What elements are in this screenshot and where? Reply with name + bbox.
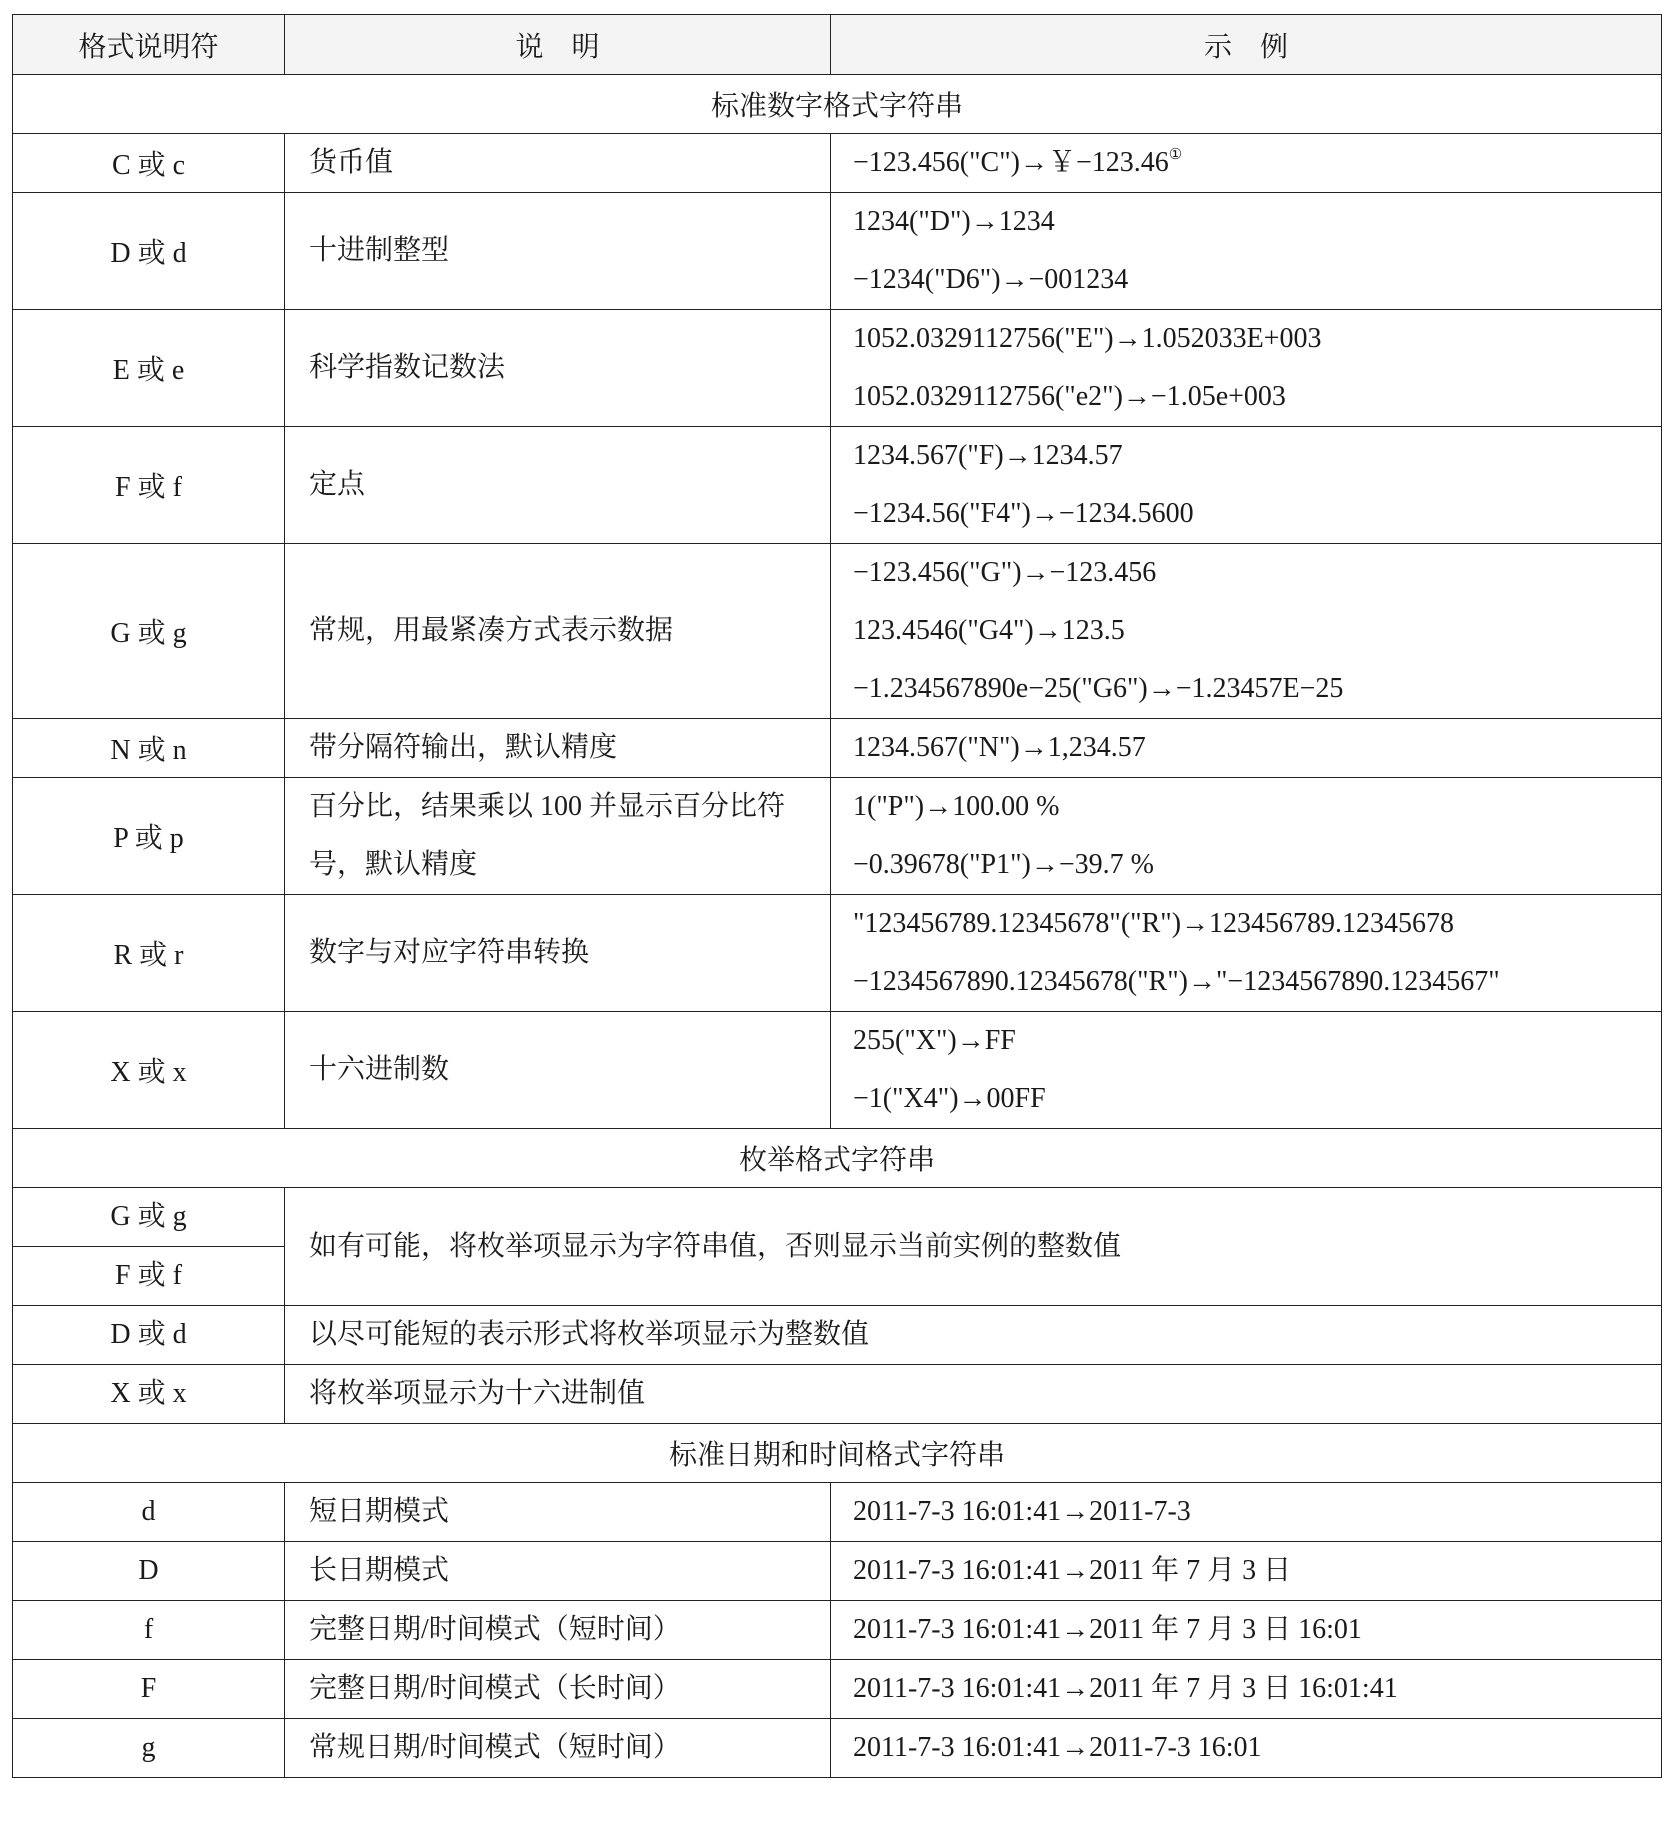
desc-cell: 常规，用最紧凑方式表示数据 xyxy=(285,544,831,719)
spec-cell: F xyxy=(13,1660,285,1719)
example-cell: 2011-7-3 16:01:41→2011-7-3 xyxy=(831,1483,1662,1542)
table-row xyxy=(13,1365,1662,1424)
example-cell: 2011-7-3 16:01:41→2011-7-3 16:01 xyxy=(831,1719,1662,1778)
table-row xyxy=(13,1719,1662,1778)
example-cell xyxy=(831,778,1662,895)
example-line: −0.39678("P1")→−39.7 % xyxy=(853,849,1154,880)
section-row-numeric xyxy=(13,75,1662,134)
table-row xyxy=(13,193,1662,310)
table-row xyxy=(13,1542,1662,1601)
spec-cell: X 或 x xyxy=(13,1365,285,1424)
table-row xyxy=(13,1601,1662,1660)
format-specifier-table xyxy=(12,14,1662,1778)
example-line: 123.4546("G4")→123.5 xyxy=(853,615,1125,646)
table-row xyxy=(13,778,1662,895)
spec-cell: D xyxy=(13,1542,285,1601)
desc-cell: 数字与对应字符串转换 xyxy=(285,895,831,1012)
spec-cell: E 或 e xyxy=(13,310,285,427)
example-line: −1234567890.12345678("R")→"−1234567890.1234567" xyxy=(853,966,1500,997)
example-line: −1.234567890e−25("G6")→−1.23457E−25 xyxy=(853,673,1344,704)
spec-cell: f xyxy=(13,1601,285,1660)
section-title-datetime: 标准日期和时间格式字符串 xyxy=(13,1424,1662,1483)
table-row xyxy=(13,719,1662,778)
spec-cell: X 或 x xyxy=(13,1012,285,1129)
table-row xyxy=(13,310,1662,427)
desc-cell: 十进制整型 xyxy=(285,193,831,310)
table-row xyxy=(13,544,1662,719)
table-row xyxy=(13,1012,1662,1129)
desc-cell: 如有可能，将枚举项显示为字符串值，否则显示当前实例的整数值 xyxy=(285,1188,1662,1306)
desc-cell: 常规日期/时间模式（短时间） xyxy=(285,1719,831,1778)
desc-cell: 长日期模式 xyxy=(285,1542,831,1601)
table-row xyxy=(13,427,1662,544)
desc-cell: 科学指数记数法 xyxy=(285,310,831,427)
footnote-marker: ① xyxy=(1168,147,1183,163)
example-cell xyxy=(831,134,1662,193)
example-line: −1234("D6")→−001234 xyxy=(853,264,1129,295)
header-specifier: 格式说明符 xyxy=(13,15,285,75)
section-title-numeric: 标准数字格式字符串 xyxy=(13,75,1662,134)
example-cell xyxy=(831,310,1662,427)
header-example: 示 例 xyxy=(831,15,1662,75)
table-row xyxy=(13,1188,1662,1247)
section-row-enum xyxy=(13,1129,1662,1188)
example-line: −123.456("G")→−123.456 xyxy=(853,557,1157,588)
desc-cell: 将枚举项显示为十六进制值 xyxy=(285,1365,1662,1424)
example-cell xyxy=(831,544,1662,719)
example-line: −1234.56("F4")→−1234.5600 xyxy=(853,498,1194,529)
example-line: −1("X4")→00FF xyxy=(853,1083,1046,1114)
spec-cell: N 或 n xyxy=(13,719,285,778)
spec-cell: d xyxy=(13,1483,285,1542)
example-line: 1234.567("N")→1,234.57 xyxy=(853,732,1146,763)
section-title-enum: 枚举格式字符串 xyxy=(13,1129,1662,1188)
desc-cell: 货币值 xyxy=(285,134,831,193)
spec-cell: g xyxy=(13,1719,285,1778)
desc-cell: 百分比，结果乘以 100 并显示百分比符号，默认精度 xyxy=(285,778,831,895)
example-line: 1052.0329112756("e2")→−1.05e+003 xyxy=(853,381,1286,412)
example-line: 255("X")→FF xyxy=(853,1025,1016,1056)
example-cell xyxy=(831,427,1662,544)
example-cell xyxy=(831,895,1662,1012)
spec-cell: D 或 d xyxy=(13,1306,285,1365)
table-row xyxy=(13,134,1662,193)
spec-cell: R 或 r xyxy=(13,895,285,1012)
example-line: "123456789.12345678"("R")→123456789.12345678 xyxy=(853,908,1455,939)
spec-cell: G 或 g xyxy=(13,1188,285,1247)
example-line: 1234("D")→1234 xyxy=(853,206,1055,237)
example-line: 1234.567("F)→1234.57 xyxy=(853,440,1123,471)
spec-cell: P 或 p xyxy=(13,778,285,895)
table-header xyxy=(13,15,1662,75)
desc-cell: 以尽可能短的表示形式将枚举项显示为整数值 xyxy=(285,1306,1662,1365)
example-cell: 2011-7-3 16:01:41→2011 年 7 月 3 日 16:01:41 xyxy=(831,1660,1662,1719)
example-cell: 2011-7-3 16:01:41→2011 年 7 月 3 日 xyxy=(831,1542,1662,1601)
example-cell xyxy=(831,1012,1662,1129)
example-line: −123.456("C")→￥−123.46 xyxy=(853,147,1169,178)
example-cell xyxy=(831,193,1662,310)
table-row xyxy=(13,1306,1662,1365)
desc-cell: 完整日期/时间模式（长时间） xyxy=(285,1660,831,1719)
example-cell: 2011-7-3 16:01:41→2011 年 7 月 3 日 16:01 xyxy=(831,1601,1662,1660)
table-row xyxy=(13,1660,1662,1719)
table-row xyxy=(13,895,1662,1012)
spec-cell: C 或 c xyxy=(13,134,285,193)
section-row-datetime xyxy=(13,1424,1662,1483)
desc-cell: 完整日期/时间模式（短时间） xyxy=(285,1601,831,1660)
desc-cell: 带分隔符输出，默认精度 xyxy=(285,719,831,778)
example-line: 1("P")→100.00 % xyxy=(853,791,1060,822)
example-line: 1052.0329112756("E")→1.052033E+003 xyxy=(853,323,1322,354)
spec-cell: F 或 f xyxy=(13,1247,285,1306)
spec-cell: F 或 f xyxy=(13,427,285,544)
table-row xyxy=(13,1483,1662,1542)
spec-cell: G 或 g xyxy=(13,544,285,719)
desc-cell: 定点 xyxy=(285,427,831,544)
header-description: 说 明 xyxy=(285,15,831,75)
desc-cell: 短日期模式 xyxy=(285,1483,831,1542)
desc-cell: 十六进制数 xyxy=(285,1012,831,1129)
spec-cell: D 或 d xyxy=(13,193,285,310)
example-cell xyxy=(831,719,1662,778)
